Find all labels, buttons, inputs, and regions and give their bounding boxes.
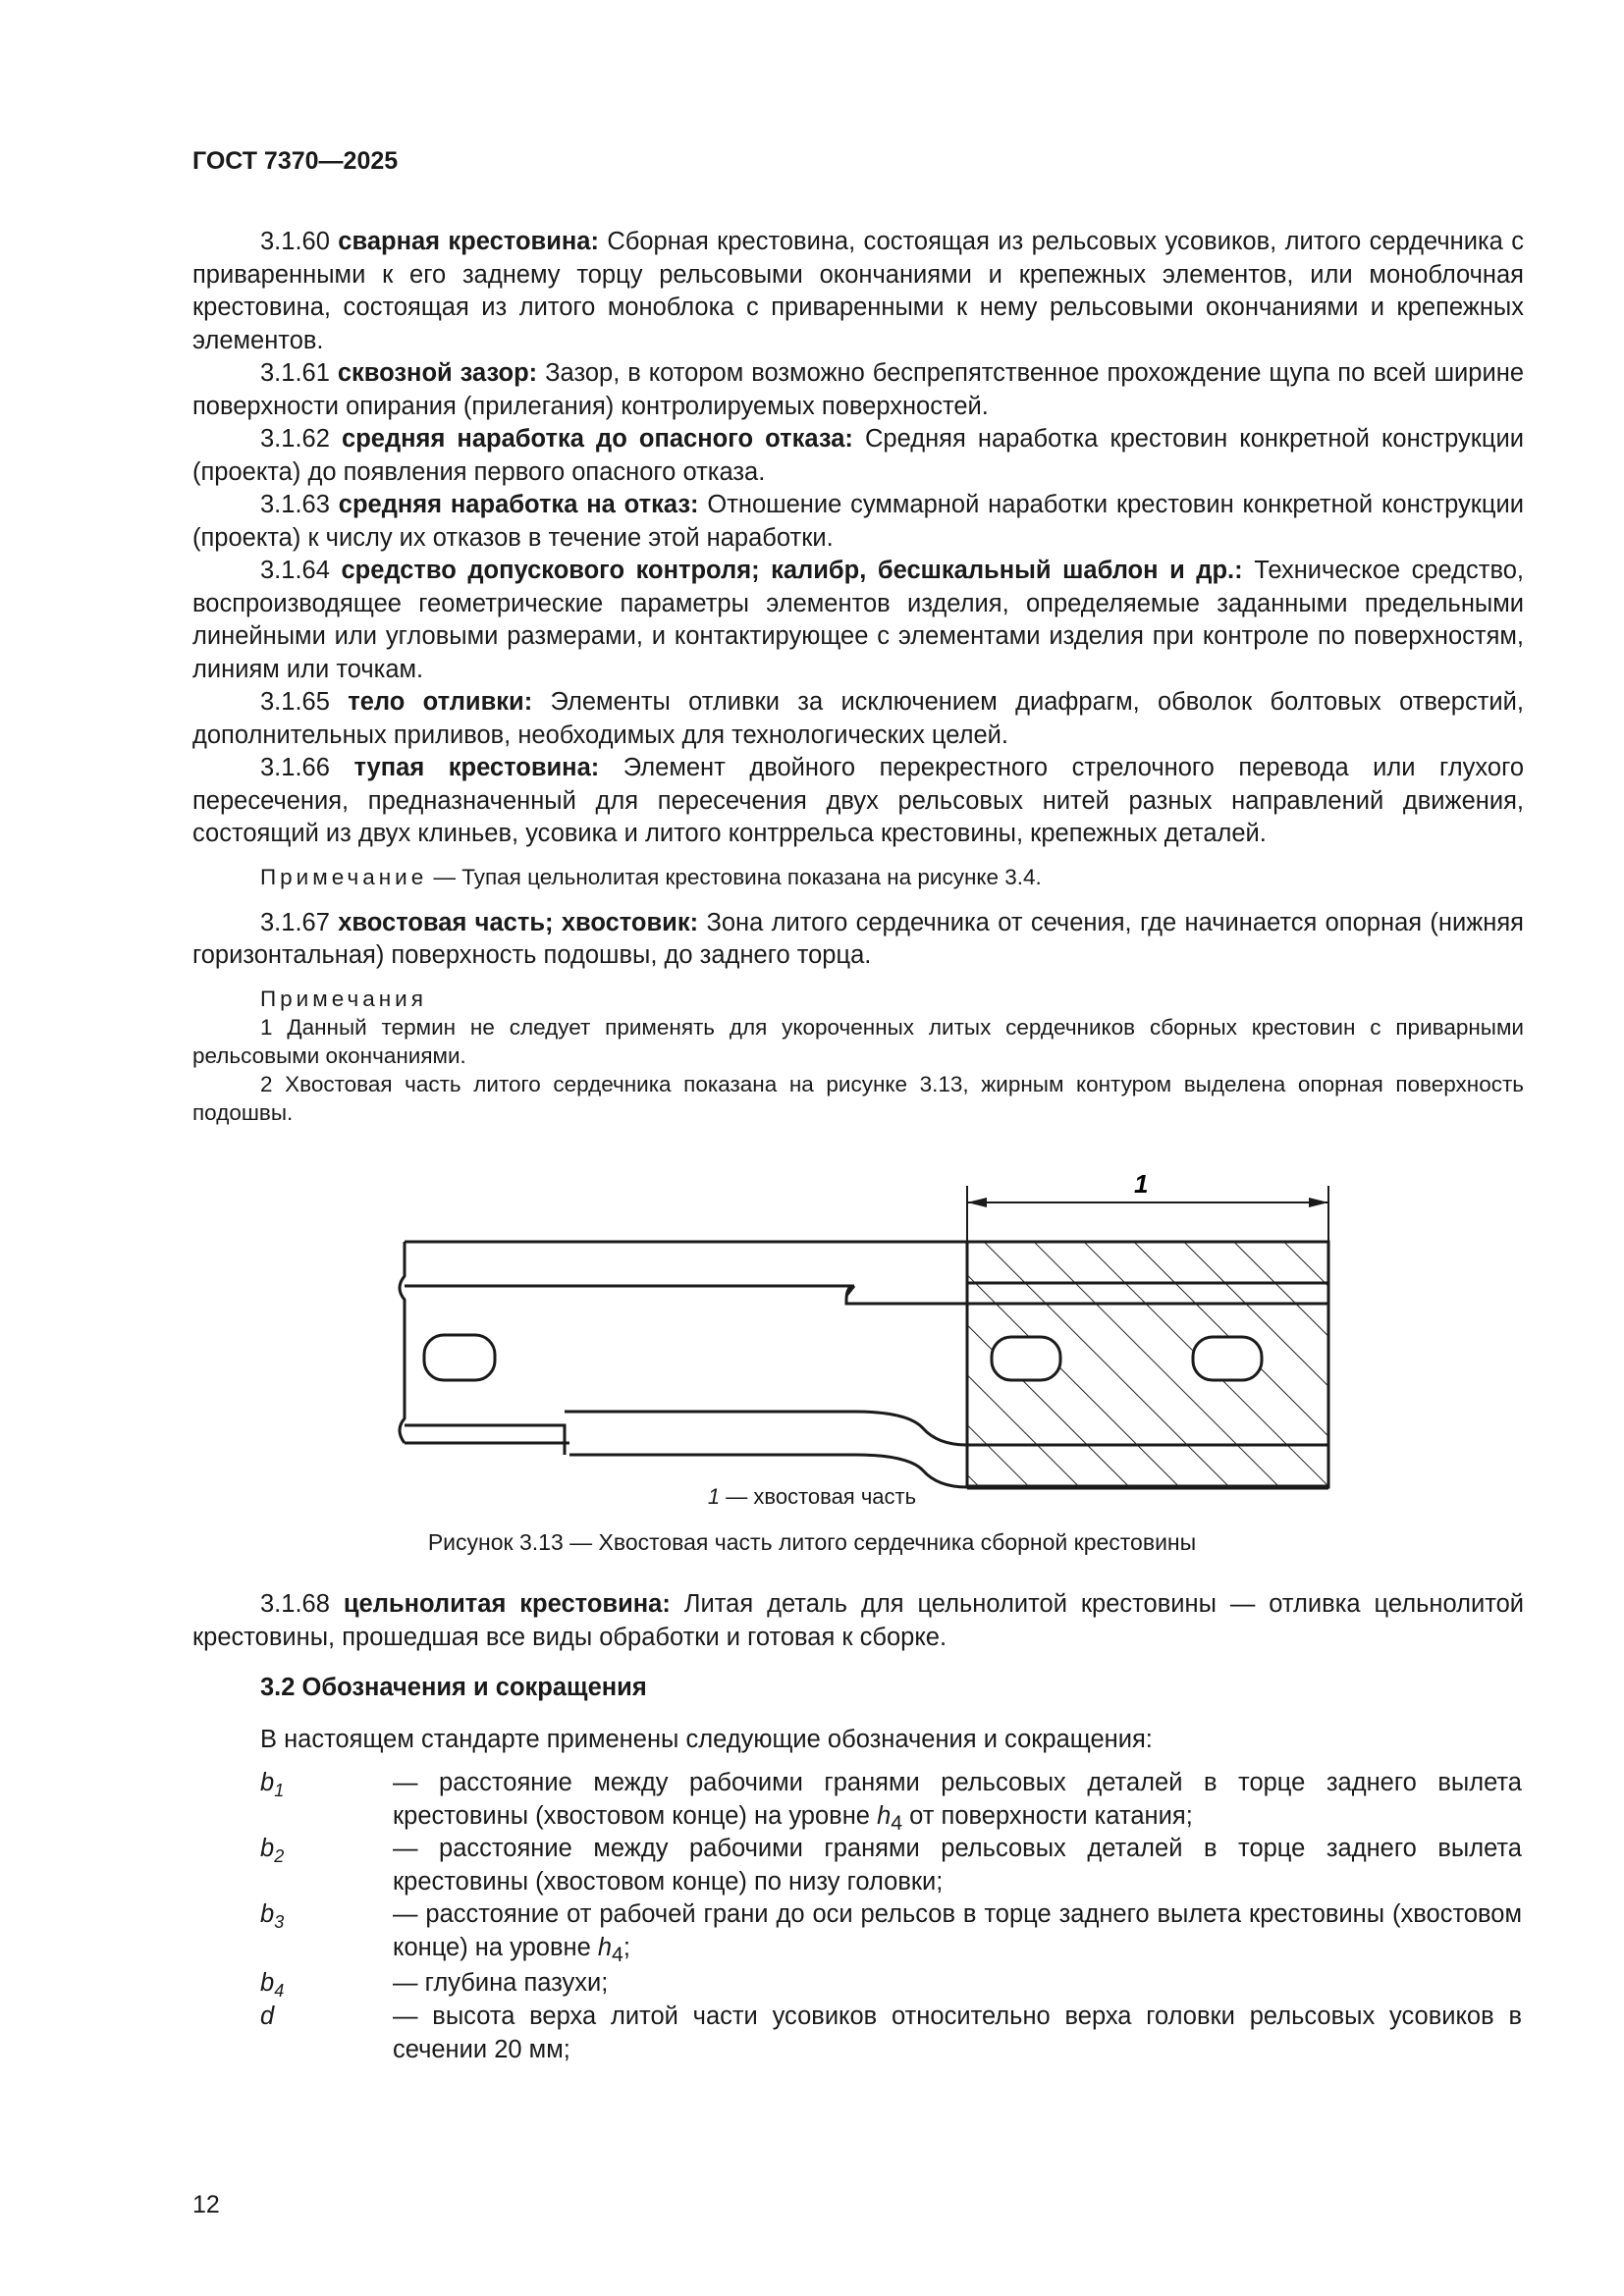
document-header: ГОСТ 7370—2025 xyxy=(192,147,399,175)
symbol: $b_2$ xyxy=(260,1835,285,1867)
figure-caption: Рисунок 3.13 — Хвостовая часть литого сердечника сборной крестовины xyxy=(427,1529,1197,1555)
definition-3-1-62: 3.1.62 средняя наработка до опасного отказа: Средняя наработка крестовин конкретной конструкции (проекта) до появления первого опасного отказа. xyxy=(192,425,1524,486)
term: хвостовая часть; хвостовик: xyxy=(338,908,699,936)
symbol: $b_3$ xyxy=(260,1900,285,1933)
tail-section xyxy=(967,1242,1328,1487)
term: средство допускового контроля; калибр, бесшкальный шаблон и др.: xyxy=(341,557,1243,584)
section-intro: В настоящем стандарте применены следующие обозначения и сокращения: xyxy=(260,1726,1153,1753)
symbol-row xyxy=(260,1767,1527,1836)
term: средняя наработка до опасного отказа: xyxy=(342,425,853,453)
definition-3-1-60: 3.1.60 сварная крестовина: Сборная крестовина, состоящая из рельсовых усовиков, литого сердечника с приваренными к его заднему торцу рельсовыми окончаниями и крепежных элементов, или моноблочная крестовина, состоящая из литого моноблока с приваренными к нему рельсовыми окончаниями и крепежных элементов. xyxy=(192,228,1524,354)
term: средняя наработка на отказ: xyxy=(338,491,699,518)
definition-3-1-68-block xyxy=(192,1588,1524,1654)
symbol-row xyxy=(260,1967,1527,2002)
definition-3-1-64: 3.1.64 средство допускового контроля; калибр, бесшкальный шаблон и др.: Техническое средство, воспроизводящее геометрические параметры элементов изделия, определяемые заданными предельными линейными или угловыми размерами, и контактирующее с элементами изделия при контроле по поверхностям, линиям или точкам. xyxy=(192,557,1524,683)
term: тело отливки: xyxy=(348,688,533,716)
note-item-1: 1 Данный термин не следует применять для укороченных литых сердечников сборных крестовин с приварными рельсовыми окончаниями. xyxy=(192,1014,1524,1068)
symbol-row xyxy=(260,1898,1527,1967)
definition-3-1-65: 3.1.65 тело отливки: Элементы отливки за исключением диафрагм, обволок болтовых отверстий, дополнительных приливов, необходимых для технологических целей. xyxy=(192,688,1524,749)
symbol-definition: — глубина пазухи; xyxy=(393,1969,609,1997)
note-item-2: 2 Хвостовая часть литого сердечника показана на рисунке 3.13, жирным контуром выделена опорная поверхность подошвы. xyxy=(192,1071,1524,1125)
term: сквозной зазор: xyxy=(337,359,538,387)
definitions-block xyxy=(192,226,1524,1127)
symbol-definition: — высота верха литой части усовиков относительно верха головки рельсовых усовиков в сечении 20 мм; xyxy=(393,2002,1522,2063)
page-number: 12 xyxy=(192,2191,220,2218)
symbol: d xyxy=(260,2002,275,2030)
symbol-row xyxy=(260,1833,1527,1901)
section-title: 3.2 Обозначения и сокращения xyxy=(260,1674,647,1701)
dimension-label: 1 xyxy=(1134,1169,1149,1199)
definition-3-1-61: 3.1.61 сквозной зазор: Зазор, в котором возможно беспрепятственное прохождение щупа по всей ширине поверхности опирания (прилегания) контролируемых поверхностей. xyxy=(192,359,1524,420)
symbol: $b_4$ xyxy=(260,1969,285,2002)
note-tupaya: Примечание — Тупая цельнолитая крестовина показана на рисунке 3.4. xyxy=(260,864,1042,889)
symbol-definition: — расстояние между рабочими гранями рельсовых деталей в торце заднего вылета крестовины (хвостовом конце) на уровне $h_4$ от поверхности катания; xyxy=(393,1769,1522,1835)
term: тупая крестовина: xyxy=(353,754,600,781)
notes-label: Примечания xyxy=(260,986,427,1011)
definition-3-1-68: 3.1.68 цельнолитая крестовина: Литая деталь для цельнолитой крестовины — отливка цельнолитой крестовины, прошедшая все виды обработки и готовая к сборке. xyxy=(192,1590,1525,1651)
symbol-definition: — расстояние между рабочими гранями рельсовых деталей в торце заднего вылета крестовины (хвостовом конце) по низу головки; xyxy=(393,1835,1522,1896)
symbol-definition: — расстояние от рабочей грани до оси рельсов в торце заднего вылета крестовины (хвостовом конце) на уровне $h_4$; xyxy=(393,1900,1522,1966)
definition-3-1-66: 3.1.66 тупая крестовина: Элемент двойного перекрестного стрелочного перевода или глухого пересечения, предназначенный для пересечения двух рельсовых нитей разных направлений движения, состоящий из двух клиньев, усовика и литого контррельса крестовины, крепежных деталей. xyxy=(192,754,1524,847)
symbol: $b_1$ xyxy=(260,1769,285,1801)
term: сварная крестовина: xyxy=(338,228,599,255)
definition-3-1-67: 3.1.67 хвостовая часть; хвостовик: Зона литого сердечника от сечения, где начинается опорная (нижняя горизонтальная) поверхность подошвы, до заднего торца. xyxy=(192,908,1524,969)
term: цельнолитая крестовина: xyxy=(343,1590,671,1618)
definition-3-1-63: 3.1.63 средняя наработка на отказ: Отношение суммарной наработки крестовин конкретной конструкции (проекта) к числу их отказов в течение этой наработки. xyxy=(192,491,1524,552)
figure-legend: 1 — хвостовая часть xyxy=(707,1484,917,1509)
symbol-row xyxy=(260,2001,1527,2069)
casting-outline xyxy=(400,1242,967,1487)
